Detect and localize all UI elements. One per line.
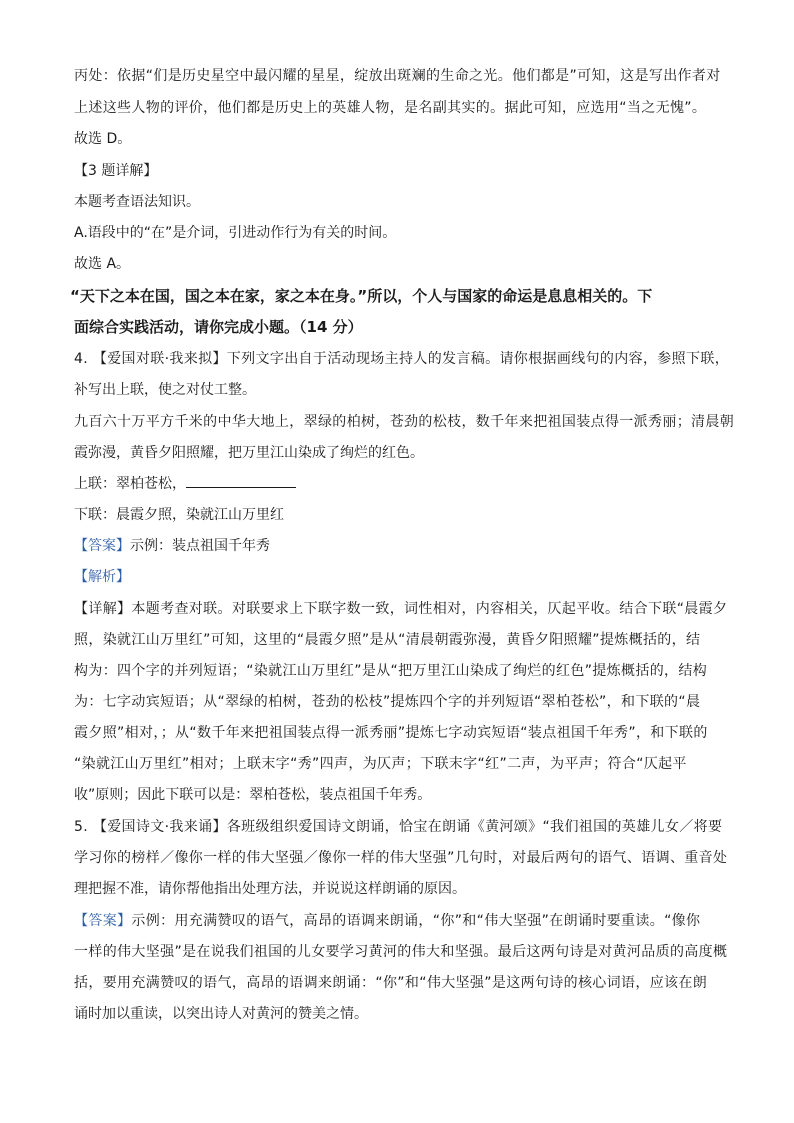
text-line: A.语段中的“在”是介词，引进动作行为有关的时间。 bbox=[74, 225, 397, 241]
answer-tag: 【答案】 bbox=[74, 913, 132, 929]
text-line: 故选 D。 bbox=[74, 131, 132, 147]
text-line: 理把握不准，请你帮他指出处理方法，并说说这样朗诵的原因。 bbox=[74, 881, 466, 897]
answer-line bbox=[74, 911, 734, 931]
text-line: 九百六十万平方千米的中华大地上，翠绿的柏树，苍劲的松枝，数千年来把祖国装点得一派秀丽；清晨朝 bbox=[74, 414, 735, 430]
answer-text: 示例：用充满赞叹的语气，高昂的语调来朗诵，“你”和“伟大坚强”在朗诵时要重读。“像你 bbox=[131, 913, 701, 929]
text-line: 构为：四个字的并列短语；“染就江山万里红”是从“把万里江山染成了绚烂的红色”提炼概括的，结构 bbox=[74, 663, 708, 679]
upper-couplet bbox=[74, 474, 734, 494]
section-intro: 面综合实践活动，请你完成小题。（14 分） bbox=[74, 318, 363, 336]
answer-text: 示例：装点祖国千年秀 bbox=[130, 538, 270, 554]
answer-tag: 【答案】 bbox=[74, 538, 130, 554]
text-line: 上述这些人物的评价，他们都是历史上的英雄人物，是名副其实的。据此可知，应选用“当之无愧”。 bbox=[74, 100, 707, 116]
text-line: 收”原则；因此下联可以是：翠柏苍松，装点祖国千年秀。 bbox=[74, 787, 432, 803]
question-4: 4. 【爱国对联·我来拟】下列文字出自于活动现场主持人的发言稿。请你根据画线句的内容，参照下联， bbox=[74, 351, 730, 367]
section-intro: “天下之本在国，国之本在家，家之本在身。”所以，个人与国家的命运是息息相关的。下 bbox=[70, 287, 653, 305]
text-line: 丙处：依据“们是历史星空中最闪耀的星星，绽放出斑斓的生命之光。他们都是”可知，这是写出作者对 bbox=[74, 68, 721, 84]
text-line: 霞夕照”相对，；从“数千年来把祖国装点得一派秀丽”提炼七字动宾短语“装点祖国千年秀”，和下联的 bbox=[74, 725, 708, 741]
upper-couplet-label: 上联：翠柏苍松， bbox=[74, 476, 186, 492]
text-line: 一样的伟大坚强”是在说我们祖国的儿女要学习黄河的伟大和坚强。最后这两句诗是对黄河品质的高度概 bbox=[74, 944, 728, 960]
text-line: 括，要用充满赞叹的语气，高昂的语调来朗诵：“你”和“伟大坚强”是这两句诗的核心词语，应该在朗 bbox=[74, 975, 708, 991]
answer-blank bbox=[186, 474, 296, 488]
text-line: 【详解】本题考查对联。对联要求上下联字数一致，词性相对，内容相关，仄起平收。结合下联“晨霞夕 bbox=[74, 601, 728, 617]
text-line: 补写出上联，使之对仗工整。 bbox=[74, 382, 256, 398]
answer-line bbox=[74, 536, 734, 556]
lower-couplet: 下联：晨霞夕照，染就江山万里红 bbox=[74, 507, 284, 523]
text-line: “染就江山万里红”相对；上联末字“秀”四声，为仄声；下联末字“红”二声，为平声；符合“仄起平 bbox=[74, 756, 687, 772]
section-heading: 【3 题详解】 bbox=[74, 163, 158, 179]
text-line: 故选 A。 bbox=[74, 256, 131, 272]
text-line: 诵时加以重读，以突出诗人对黄河的赞美之情。 bbox=[74, 1006, 368, 1022]
analysis-tag: 【解析】 bbox=[74, 569, 130, 585]
text-line: 照，染就江山万里红”可知，这里的“晨霞夕照”是从“清晨朝霞弥漫，黄昏夕阳照耀”提炼概括的，结 bbox=[74, 632, 701, 648]
text-line: 本题考查语法知识。 bbox=[74, 194, 200, 210]
text-line: 学习你的榜样／像你一样的伟大坚强／像你一样的伟大坚强”几句时，对最后两句的语气、语调、重音处 bbox=[74, 850, 728, 866]
question-5: 5. 【爱国诗文·我来诵】各班级组织爱国诗文朗诵，恰宝在朗诵《黄河颂》“我们祖国的英雄儿女／将要 bbox=[74, 819, 723, 835]
text-line: 霞弥漫，黄昏夕阳照耀，把万里江山染成了绚烂的红色。 bbox=[74, 445, 424, 461]
text-line: 为：七字动宾短语；从“翠绿的柏树，苍劲的松枝”提炼四个字的并列短语“翠柏苍松”，和下联的“晨 bbox=[74, 694, 701, 710]
